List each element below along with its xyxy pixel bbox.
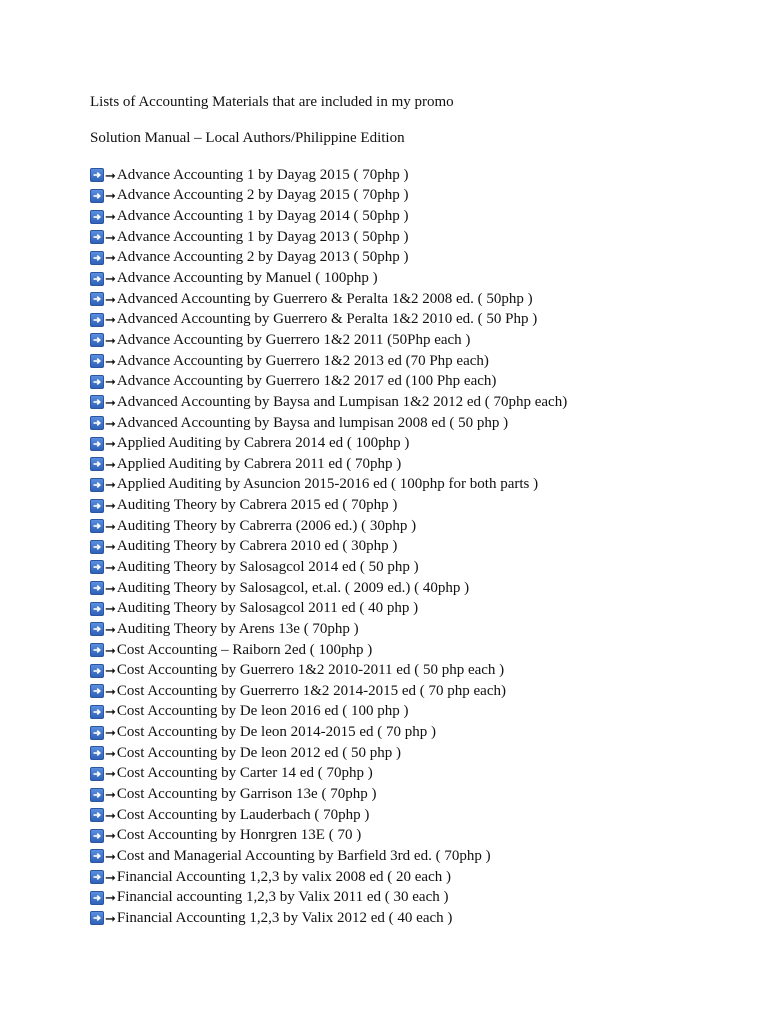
section-subtitle: Solution Manual – Local Authors/Philippine Edition xyxy=(90,130,405,146)
list-item-label: Applied Auditing by Cabrera 2011 ed ( 70php ) xyxy=(116,455,402,472)
page-title: Lists of Accounting Materials that are included in my promo xyxy=(90,94,454,110)
list-item-label: Advance Accounting by Guerrero 1&2 2011 (50Php each ) xyxy=(116,331,471,348)
right-arrow-icon: ➞ xyxy=(105,683,116,699)
arrow-right-square-icon xyxy=(90,746,104,760)
arrow-right-square-icon xyxy=(90,478,104,492)
list-item xyxy=(90,289,750,310)
document-page xyxy=(90,92,750,929)
list-item xyxy=(90,867,750,888)
list-item xyxy=(90,722,750,743)
list-item-label: Auditing Theory by Salosagcol 2011 ed ( 40 php ) xyxy=(116,600,419,617)
list-item xyxy=(90,640,750,661)
list-item-label: Auditing Theory by Cabrerra (2006 ed.) ( 30php ) xyxy=(116,517,417,534)
list-item-label: Advance Accounting by Guerrero 1&2 2013 ed (70 Php each) xyxy=(116,352,489,369)
right-arrow-icon: ➞ xyxy=(105,869,116,885)
right-arrow-icon: ➞ xyxy=(105,704,116,720)
right-arrow-icon: ➞ xyxy=(105,209,116,225)
right-arrow-icon: ➞ xyxy=(105,312,116,328)
right-arrow-icon: ➞ xyxy=(105,250,116,266)
arrow-right-square-icon xyxy=(90,272,104,286)
arrow-right-square-icon xyxy=(90,251,104,265)
list-item-label: Auditing Theory by Salosagcol, et.al. ( 2009 ed.) ( 40php ) xyxy=(116,579,470,596)
right-arrow-icon: ➞ xyxy=(105,848,116,864)
right-arrow-icon: ➞ xyxy=(105,745,116,761)
list-item-label: Cost Accounting by Lauderbach ( 70php ) xyxy=(116,806,370,823)
list-item-label: Advance Accounting 2 by Dayag 2015 ( 70php ) xyxy=(116,187,409,204)
arrow-right-square-icon xyxy=(90,292,104,306)
arrow-right-square-icon xyxy=(90,395,104,409)
list-item-label: Advance Accounting 2 by Dayag 2013 ( 50php ) xyxy=(116,249,409,266)
right-arrow-icon: ➞ xyxy=(105,188,116,204)
arrow-right-square-icon xyxy=(90,829,104,843)
list-item-label: Cost Accounting – Raiborn 2ed ( 100php ) xyxy=(116,641,373,658)
list-item-label: Applied Auditing by Asuncion 2015-2016 ed ( 100php for both parts ) xyxy=(116,476,539,493)
list-item xyxy=(90,371,750,392)
list-item-label: Auditing Theory by Cabrera 2015 ed ( 70php ) xyxy=(116,497,398,514)
arrow-right-square-icon xyxy=(90,808,104,822)
list-item-label: Advance Accounting 1 by Dayag 2013 ( 50php ) xyxy=(116,228,409,245)
list-item xyxy=(90,413,750,434)
arrow-right-square-icon xyxy=(90,375,104,389)
arrow-right-square-icon xyxy=(90,210,104,224)
arrow-right-square-icon xyxy=(90,602,104,616)
right-arrow-icon: ➞ xyxy=(105,580,116,596)
arrow-right-square-icon xyxy=(90,540,104,554)
arrow-right-square-icon xyxy=(90,457,104,471)
list-item-label: Financial Accounting 1,2,3 by valix 2008 ed ( 20 each ) xyxy=(116,868,451,885)
list-item xyxy=(90,660,750,681)
right-arrow-icon: ➞ xyxy=(105,498,116,514)
arrow-right-square-icon xyxy=(90,849,104,863)
arrow-right-square-icon xyxy=(90,726,104,740)
list-item-label: Advance Accounting by Manuel ( 100php ) xyxy=(116,270,378,287)
list-item-label: Cost Accounting by Guerrero 1&2 2010-2011 ed ( 50 php each ) xyxy=(116,662,505,679)
list-item xyxy=(90,702,750,723)
list-item-label: Auditing Theory by Cabrera 2010 ed ( 30php ) xyxy=(116,538,398,555)
list-item xyxy=(90,598,750,619)
list-item-label: Advance Accounting 1 by Dayag 2014 ( 50php ) xyxy=(116,208,409,225)
right-arrow-icon: ➞ xyxy=(105,394,116,410)
list-item-label: Applied Auditing by Cabrera 2014 ed ( 100php ) xyxy=(116,435,410,452)
right-arrow-icon: ➞ xyxy=(105,725,116,741)
list-item xyxy=(90,578,750,599)
list-item xyxy=(90,681,750,702)
arrow-right-square-icon xyxy=(90,705,104,719)
arrow-right-square-icon xyxy=(90,437,104,451)
right-arrow-icon: ➞ xyxy=(105,291,116,307)
right-arrow-icon: ➞ xyxy=(105,663,116,679)
list-item xyxy=(90,206,750,227)
list-item-label: Advance Accounting 1 by Dayag 2015 ( 70php ) xyxy=(116,166,409,183)
list-item xyxy=(90,309,750,330)
list-item xyxy=(90,248,750,269)
right-arrow-icon: ➞ xyxy=(105,559,116,575)
right-arrow-icon: ➞ xyxy=(105,436,116,452)
list-item xyxy=(90,557,750,578)
right-arrow-icon: ➞ xyxy=(105,229,116,245)
list-item xyxy=(90,908,750,929)
list-item-label: Cost Accounting by De leon 2016 ed ( 100 php ) xyxy=(116,703,409,720)
list-item xyxy=(90,784,750,805)
list-item xyxy=(90,433,750,454)
arrow-right-square-icon xyxy=(90,643,104,657)
list-item-label: Financial Accounting 1,2,3 by Valix 2012 ed ( 40 each ) xyxy=(116,909,453,926)
list-item xyxy=(90,516,750,537)
list-item-label: Cost Accounting by Garrison 13e ( 70php ) xyxy=(116,786,377,803)
right-arrow-icon: ➞ xyxy=(105,621,116,637)
arrow-right-square-icon xyxy=(90,230,104,244)
arrow-right-square-icon xyxy=(90,767,104,781)
right-arrow-icon: ➞ xyxy=(105,601,116,617)
arrow-right-square-icon xyxy=(90,622,104,636)
arrow-right-square-icon xyxy=(90,664,104,678)
list-item xyxy=(90,826,750,847)
arrow-right-square-icon xyxy=(90,416,104,430)
list-item xyxy=(90,227,750,248)
right-arrow-icon: ➞ xyxy=(105,539,116,555)
list-item-label: Advanced Accounting by Guerrero & Peralta 1&2 2008 ed. ( 50php ) xyxy=(116,290,533,307)
list-item xyxy=(90,619,750,640)
arrow-right-square-icon xyxy=(90,499,104,513)
arrow-right-square-icon xyxy=(90,519,104,533)
list-item-label: Advanced Accounting by Baysa and Lumpisan 1&2 2012 ed ( 70php each) xyxy=(116,393,568,410)
arrow-right-square-icon xyxy=(90,684,104,698)
right-arrow-icon: ➞ xyxy=(105,828,116,844)
right-arrow-icon: ➞ xyxy=(105,477,116,493)
list-item xyxy=(90,165,750,186)
list-item-label: Advanced Accounting by Baysa and lumpisan 2008 ed ( 50 php ) xyxy=(116,414,509,431)
right-arrow-icon: ➞ xyxy=(105,271,116,287)
materials-list xyxy=(90,165,750,929)
right-arrow-icon: ➞ xyxy=(105,167,116,183)
arrow-right-square-icon xyxy=(90,788,104,802)
list-item xyxy=(90,454,750,475)
list-item xyxy=(90,537,750,558)
arrow-right-square-icon xyxy=(90,168,104,182)
list-item-label: Advance Accounting by Guerrero 1&2 2017 ed (100 Php each) xyxy=(116,373,497,390)
right-arrow-icon: ➞ xyxy=(105,353,116,369)
arrow-right-square-icon xyxy=(90,354,104,368)
arrow-right-square-icon xyxy=(90,560,104,574)
list-item xyxy=(90,887,750,908)
list-item xyxy=(90,743,750,764)
list-item xyxy=(90,392,750,413)
right-arrow-icon: ➞ xyxy=(105,415,116,431)
right-arrow-icon: ➞ xyxy=(105,518,116,534)
right-arrow-icon: ➞ xyxy=(105,910,116,926)
arrow-right-square-icon xyxy=(90,333,104,347)
list-item-label: Advanced Accounting by Guerrero & Peralta 1&2 2010 ed. ( 50 Php ) xyxy=(116,311,538,328)
list-item xyxy=(90,495,750,516)
list-item xyxy=(90,764,750,785)
list-item xyxy=(90,846,750,867)
list-item xyxy=(90,268,750,289)
list-item-label: Cost Accounting by De leon 2014-2015 ed ( 70 php ) xyxy=(116,724,437,741)
list-item-label: Cost Accounting by Honrgren 13E ( 70 ) xyxy=(116,827,362,844)
right-arrow-icon: ➞ xyxy=(105,766,116,782)
list-item-label: Auditing Theory by Arens 13e ( 70php ) xyxy=(116,620,359,637)
list-item-label: Auditing Theory by Salosagcol 2014 ed ( 50 php ) xyxy=(116,558,419,575)
list-item-label: Cost Accounting by De leon 2012 ed ( 50 php ) xyxy=(116,744,402,761)
arrow-right-square-icon xyxy=(90,891,104,905)
list-item xyxy=(90,186,750,207)
list-item-label: Cost Accounting by Guerrerro 1&2 2014-2015 ed ( 70 php each) xyxy=(116,682,506,699)
right-arrow-icon: ➞ xyxy=(105,890,116,906)
right-arrow-icon: ➞ xyxy=(105,374,116,390)
list-item xyxy=(90,330,750,351)
list-item-label: Cost Accounting by Carter 14 ed ( 70php ) xyxy=(116,765,373,782)
list-item xyxy=(90,805,750,826)
arrow-right-square-icon xyxy=(90,911,104,925)
list-item-label: Financial accounting 1,2,3 by Valix 2011 ed ( 30 each ) xyxy=(116,889,449,906)
arrow-right-square-icon xyxy=(90,313,104,327)
list-item xyxy=(90,475,750,496)
arrow-right-square-icon xyxy=(90,870,104,884)
list-item-label: Cost and Managerial Accounting by Barfield 3rd ed. ( 70php ) xyxy=(116,847,491,864)
arrow-right-square-icon xyxy=(90,581,104,595)
right-arrow-icon: ➞ xyxy=(105,787,116,803)
arrow-right-square-icon xyxy=(90,189,104,203)
right-arrow-icon: ➞ xyxy=(105,642,116,658)
right-arrow-icon: ➞ xyxy=(105,807,116,823)
list-item xyxy=(90,351,750,372)
right-arrow-icon: ➞ xyxy=(105,332,116,348)
right-arrow-icon: ➞ xyxy=(105,456,116,472)
